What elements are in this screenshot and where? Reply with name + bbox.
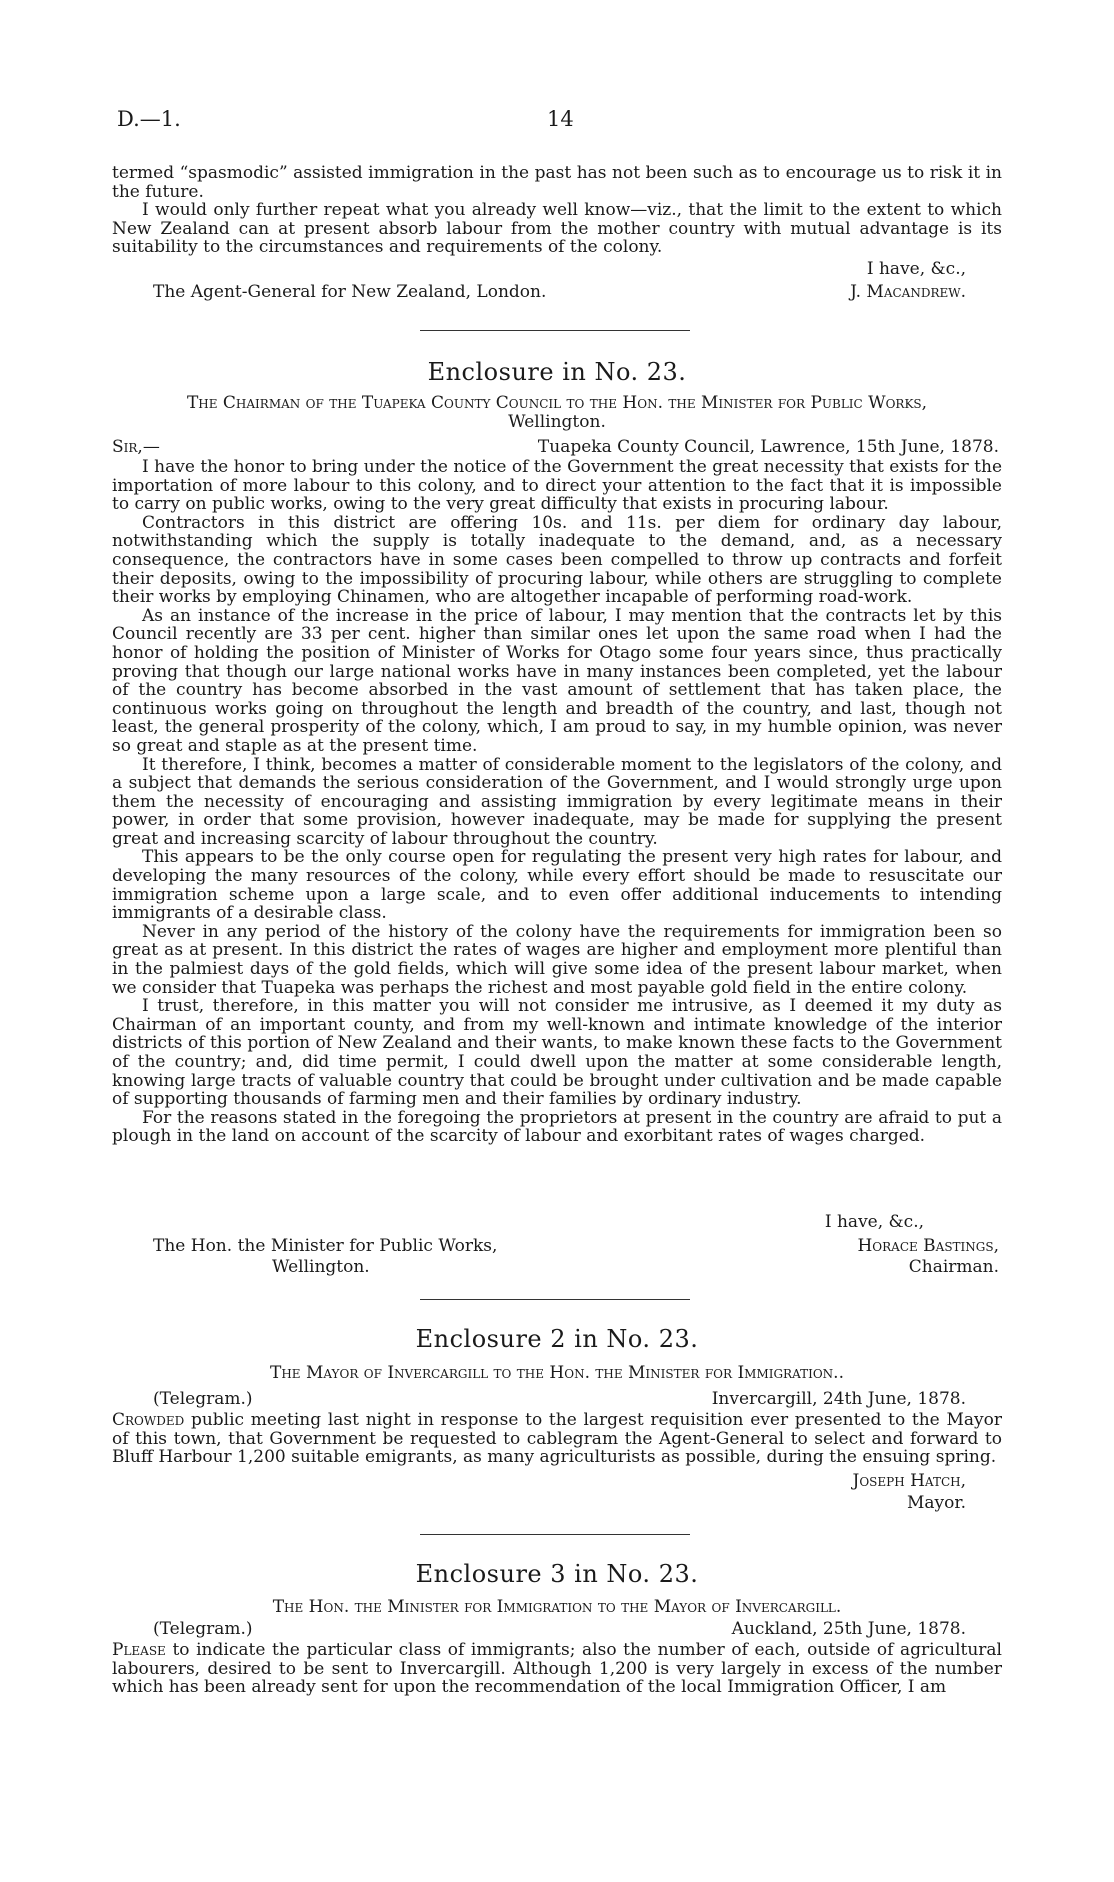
- paragraph: Never in any period of the history of the colony have the requirements for immigration been so great as at present. In this district the rates of wages are higher and employment more plentiful than in the palmiest days of the gold fields, which will give some idea of the present labour market, when we consider that Tuapeka was perhaps the richest and most payable gold field in the entire colony.: [112, 921, 1002, 998]
- paragraph: termed “spasmodic” assisted immigration in the past has not been such as to encourage us to risk it in the future.: [112, 163, 1002, 202]
- telegram-body: Crowded public meeting last night in response to the largest requisition ever presented to the Mayor of this town, that Government be requested to cablegram the Agent-General to select and forward to Bluff Harbour 1,200 suitable emigrants, as many agriculturists as possible, during the ensuing spring.: [112, 1410, 1002, 1468]
- enclosure-heading: Enclosure 3 in No. 23.: [415, 1560, 699, 1588]
- paragraph: As an instance of the increase in the price of labour, I may mention that the contracts let by this Council recently are 33 per cent. higher than similar ones let upon the same road when I had the honor of holding the position of Minister of Works for Otago some four years since, thus practically proving that though our large national works have in many instances been completed, yet the labour of the country has become absorbed in the vast amount of settlement that has taken place, the continuous works going on throughout the length and breadth of the country, and last, though not least, the general prosperity of the colony, which, I am proud to say, in my humble opinion, was never so great and staple as at the present time.: [112, 605, 1002, 756]
- enclosure-title: The Chairman of the Tuapeka County Council to the Hon. the Minister for Public Works, Wellington.: [186, 393, 928, 432]
- signature: Horace Bastings,: [857, 1236, 999, 1256]
- body-lead: Please: [112, 1640, 166, 1660]
- addressee: The Agent-General for New Zealand, London.: [153, 282, 547, 302]
- section-divider: [420, 1534, 690, 1535]
- signature: Joseph Hatch,: [852, 1471, 966, 1491]
- paragraph: Contractors in this district are offering 10s. and 11s. per diem for ordinary day labour, notwithstanding which the supply is totally inadequate to the demand, and, as a necessary consequence, the contractors have in some cases been compelled to throw up contracts and forfeit their deposits, owing to the impossibility of procuring labour, while others are struggling to complete their works by employing Chinamen, who are altogether incapable of performing road-work.: [112, 512, 1002, 608]
- letter-body: [112, 458, 1002, 1146]
- page-number: 14: [547, 107, 574, 131]
- dateline: Invercargill, 24th June, 1878.: [711, 1389, 966, 1409]
- paragraph: For the reasons stated in the foregoing the proprietors at present in the country are afraid to put a plough in the land on account of the scarcity of labour and exorbitant rates of wages charged.: [112, 1107, 1002, 1147]
- telegram-label: (Telegram.): [153, 1619, 253, 1639]
- letter-continuation: [112, 164, 1002, 257]
- paragraph: I have the honor to bring under the notice of the Government the great necessity that exists for the importation of more labour to this colony, and to direct your attention to the fact that it is impossible to carry on public works, owing to the very great difficulty that exists in procuring labour.: [112, 457, 1002, 515]
- dateline: Auckland, 25th June, 1878.: [731, 1619, 966, 1639]
- closing: I have, &c.,: [824, 1212, 924, 1232]
- page-header: [117, 107, 997, 137]
- enclosure-heading: Enclosure in No. 23.: [427, 358, 687, 386]
- telegram-label: (Telegram.): [153, 1389, 253, 1409]
- signature-title: Chairman.: [908, 1257, 999, 1277]
- document-reference: D.—1.: [117, 107, 181, 131]
- enclosure-title: The Hon. the Minister for Immigration to the Mayor of Invercargill.: [272, 1597, 842, 1617]
- body-lead: Crowded: [112, 1410, 185, 1430]
- paragraph: I trust, therefore, in this matter you will not consider me intrusive, as I deemed it my duty as Chairman of an important county, and from my well-known and intimate knowledge of the interior districts of this portion of New Zealand and their wants, to make known these facts to the Government of the country; and, did time permit, I could dwell upon the matter at some considerable length, knowing large tracts of valuable country that could be brought under cultivation and be made capable of supporting thousands of farming men and their families by ordinary industry.: [112, 996, 1002, 1110]
- paragraph: This appears to be the only course open for regulating the present very high rates for labour, and developing the many resources of the colony, while every effort should be made to resuscitate our immigration scheme upon a large scale, and to even offer additional inducements to intending immigrants of a desirable class.: [112, 847, 1002, 924]
- enclosure-heading: Enclosure 2 in No. 23.: [415, 1325, 699, 1353]
- addressee: Wellington.: [272, 1257, 370, 1277]
- salutation: Sir,—: [112, 437, 160, 457]
- signature: J. Macandrew.: [850, 282, 966, 302]
- telegram-body: Please to indicate the particular class of immigrants; also the number of each, outside of agricultural labourers, desired to be sent to Invercargill. Although 1,200 is very largely in excess of the number which has been already sent for upon the recommendation of the local Immigration Officer, I am: [112, 1640, 1002, 1698]
- dateline: Tuapeka County Council, Lawrence, 15th June, 1878.: [537, 437, 999, 457]
- section-divider: [420, 330, 690, 331]
- paragraph: I would only further repeat what you already well know—viz., that the limit to the extent to which New Zealand can at present absorb labour from the mother country with mutual advantage is its suitability to the circumstances and requirements of the colony.: [112, 200, 1002, 258]
- section-divider: [420, 1299, 690, 1300]
- paragraph: It therefore, I think, becomes a matter of considerable moment to the legislators of the colony, and a subject that demands the serious consideration of the Government, and I would strongly urge upon them the necessity of encouraging and assisting immigration by every legitimate means in their power, in order that some provision, however inadequate, may be made for supplying the present great and increasing scarcity of labour throughout the country.: [112, 754, 1002, 849]
- signature-title: Mayor.: [906, 1493, 966, 1513]
- closing: I have, &c.,: [866, 259, 966, 279]
- enclosure-title: The Mayor of Invercargill to the Hon. the Minister for Immigration..: [270, 1363, 844, 1383]
- addressee: The Hon. the Minister for Public Works,: [153, 1236, 498, 1256]
